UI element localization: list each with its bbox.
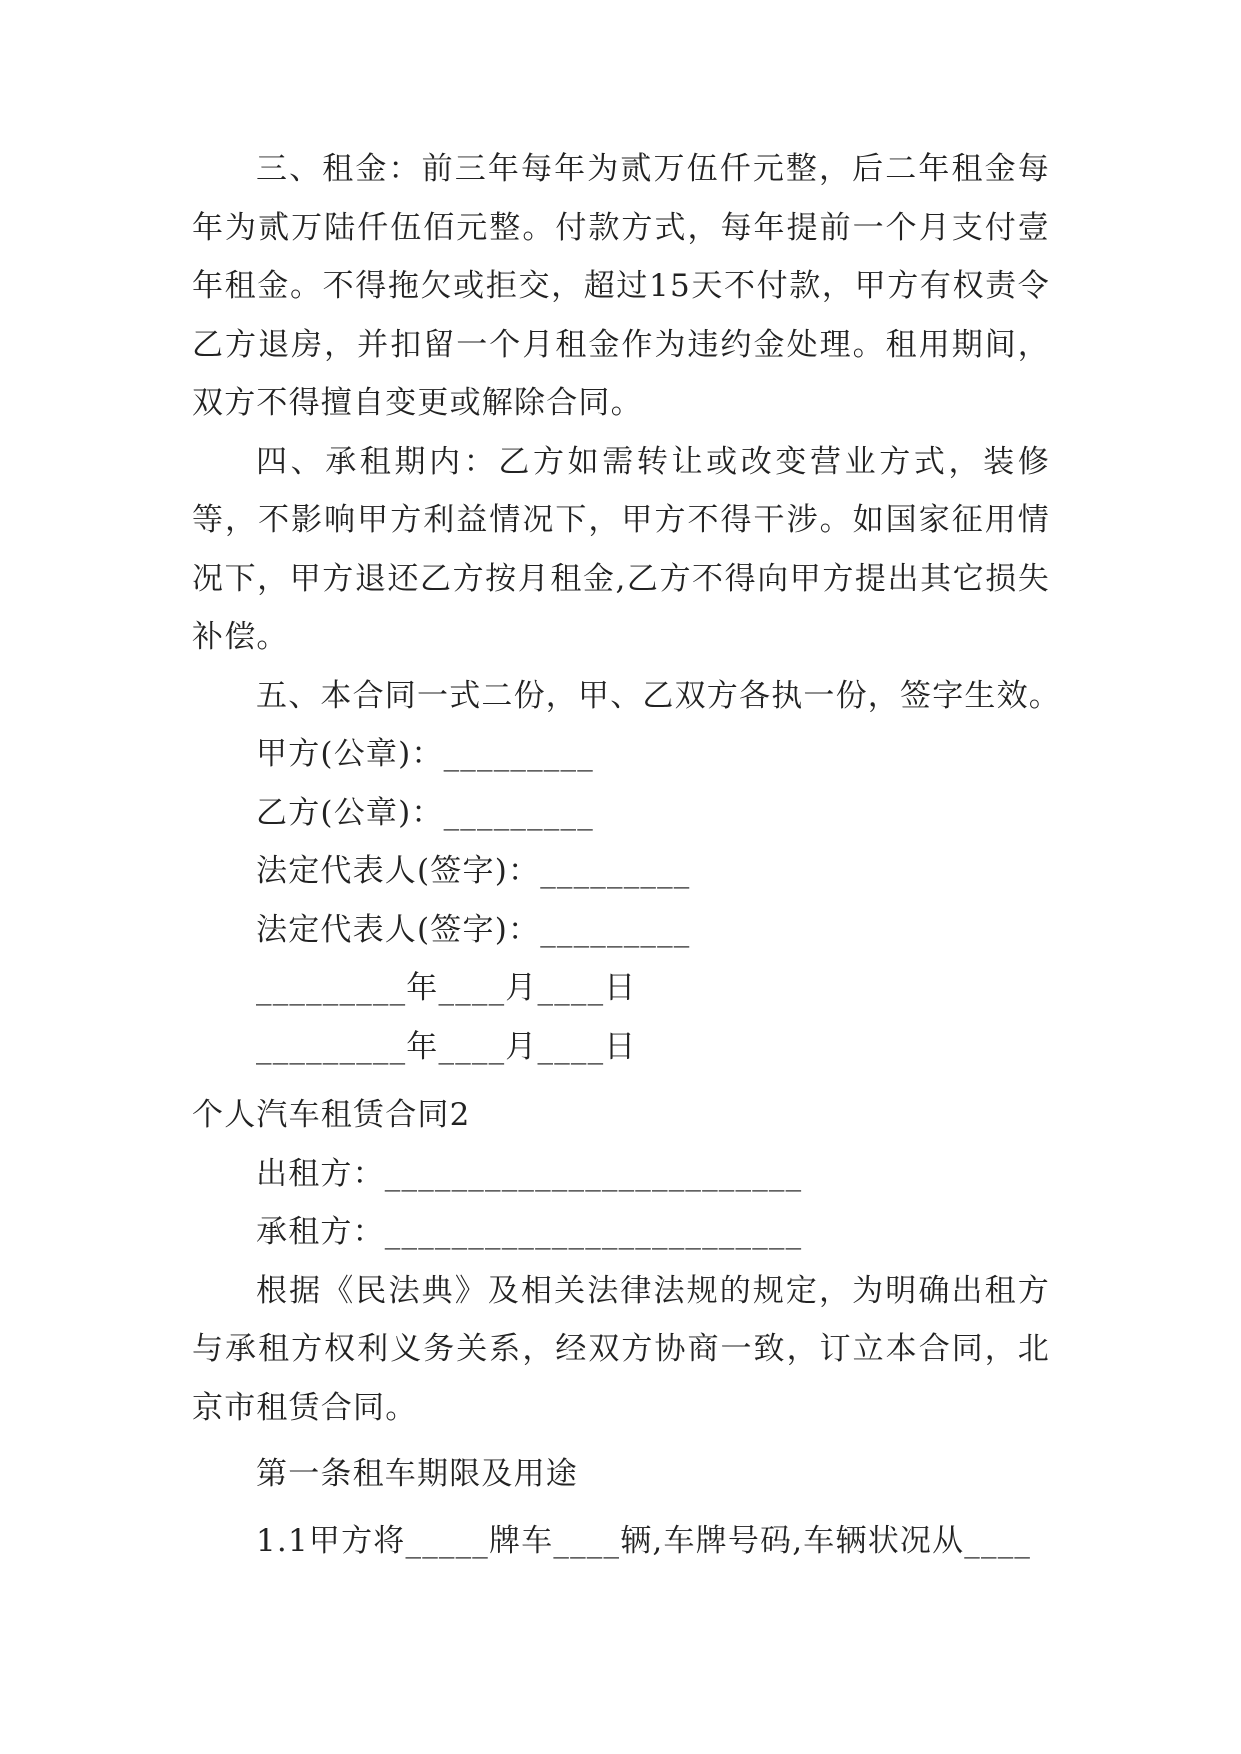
party-b-seal-line: 乙方(公章)：_________	[256, 794, 594, 831]
contract1-tail	[192, 140, 1061, 1076]
party-a-seal-line: 甲方(公章)：_________	[256, 736, 594, 772]
legal-representative-line-1: 法定代表人(签字)：_________	[256, 853, 691, 889]
article-one-clause-1: 1.1甲方将_____牌车____辆,车牌号码,车辆状况从____	[256, 1522, 1032, 1559]
section-four-paragraph: 四、承租期内：乙方如需转让或改变营业方式，装修等，不影响甲方利益情况下，甲方不得干涉。如国家征用情况下，甲方退还乙方按月租金,乙方不得向甲方提出其它损失补偿。	[192, 443, 1050, 655]
lessor-line: 出租方：_________________________	[256, 1155, 803, 1192]
date-line-2: _________年____月____日	[256, 1028, 637, 1065]
section-five-paragraph: 五、本合同一式二份，甲、乙双方各执一份，签字生效。	[256, 677, 1061, 714]
contract2-title: 个人汽车租赁合同2	[192, 1097, 471, 1133]
contract2-section	[192, 1086, 1050, 1570]
lessee-line: 承租方：_________________________	[256, 1214, 803, 1250]
date-line-1: _________年____月____日	[256, 970, 637, 1006]
intro-paragraph: 根据《民法典》及相关法律法规的规定，为明确出租方与承租方权利义务关系，经双方协商一致，订立本合同，北京市租赁合同。	[192, 1272, 1050, 1426]
legal-representative-line-2: 法定代表人(签字)：_________	[256, 911, 691, 948]
section-three-paragraph: 三、租金：前三年每年为贰万伍仟元整，后二年租金每年为贰万陆仟伍佰元整。付款方式，每年提前一个月支付壹年租金。不得拖欠或拒交，超过15天不付款，甲方有权责令乙方退房，并扣留一个月租金作为违约金处理。租用期间，双方不得擅自变更或解除合同。	[192, 151, 1050, 421]
article-one-title: 第一条租车期限及用途	[256, 1456, 578, 1492]
